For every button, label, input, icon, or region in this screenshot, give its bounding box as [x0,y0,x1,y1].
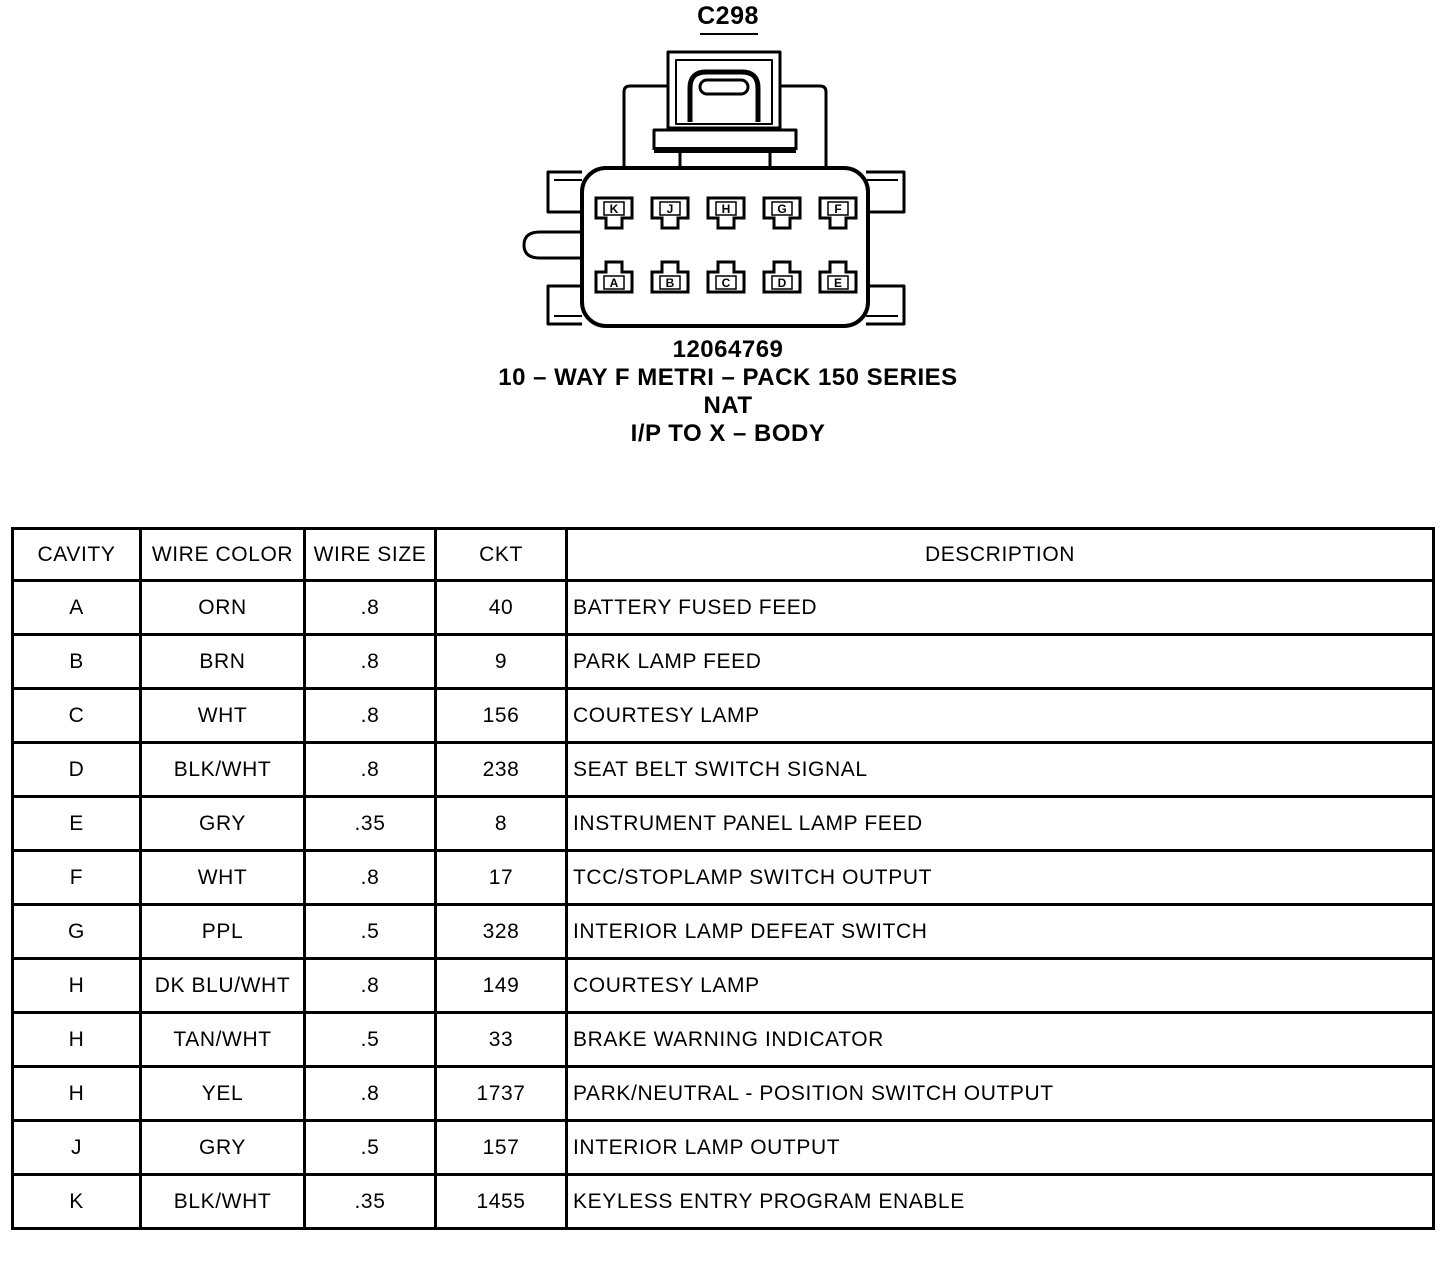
cell-ckt: 156 [436,689,567,743]
header-wire-size: WIRE SIZE [305,529,436,581]
cell-wire-size: .8 [305,1067,436,1121]
cell-cavity: A [13,581,141,635]
connector-body [524,52,904,326]
cell-wire-size: .8 [305,851,436,905]
pinout-table [11,527,1435,1230]
cell-ckt: 17 [436,851,567,905]
cavity-pin [820,262,856,292]
cell-wire-color: DK BLU/WHT [141,959,305,1013]
cell-wire-size: .5 [305,905,436,959]
key-nub [524,232,582,258]
right-rail [866,172,904,324]
cell-cavity: H [13,959,141,1013]
cell-ckt: 238 [436,743,567,797]
cell-ckt: 9 [436,635,567,689]
housing [582,168,868,326]
cell-description: COURTESY LAMP [567,689,1434,743]
cell-wire-size: .8 [305,581,436,635]
cavity-pin [764,198,800,228]
cell-description: INTERIOR LAMP OUTPUT [567,1121,1434,1175]
cavity-label: D [777,276,787,290]
table-row [13,905,1434,959]
cavity-label: A [609,276,619,290]
cavity-label: E [833,276,843,290]
latch-outline [668,52,780,128]
cavity-pin [820,198,856,228]
cell-wire-color: TAN/WHT [141,1013,305,1067]
cell-wire-color: GRY [141,1121,305,1175]
cell-description: PARK/NEUTRAL - POSITION SWITCH OUTPUT [567,1067,1434,1121]
cell-cavity: J [13,1121,141,1175]
cell-wire-size: .5 [305,1013,436,1067]
table-row [13,959,1434,1013]
cell-description: SEAT BELT SWITCH SIGNAL [567,743,1434,797]
cell-ckt: 8 [436,797,567,851]
cell-wire-size: .5 [305,1121,436,1175]
table-row [13,797,1434,851]
header-wire-color: WIRE COLOR [141,529,305,581]
header-cavity: CAVITY [13,529,141,581]
cell-ckt: 1737 [436,1067,567,1121]
cell-description: BATTERY FUSED FEED [567,581,1434,635]
cavity-label: K [609,202,619,216]
cavity-label: C [721,276,731,290]
cell-wire-color: WHT [141,851,305,905]
cell-ckt: 40 [436,581,567,635]
cell-ckt: 33 [436,1013,567,1067]
cell-description: BRAKE WARNING INDICATOR [567,1013,1434,1067]
cavity-label: G [777,202,787,216]
cell-wire-color: ORN [141,581,305,635]
cell-cavity: D [13,743,141,797]
table-row [13,581,1434,635]
cell-cavity: E [13,797,141,851]
cell-cavity: B [13,635,141,689]
connector-type: 10 – WAY F METRI – PACK 150 SERIES [498,364,958,391]
cavity-label: B [665,276,675,290]
cavity-pin [764,262,800,292]
connector-color: NAT [703,392,753,419]
cell-cavity: C [13,689,141,743]
cavity-pin [596,198,632,228]
cell-wire-size: .35 [305,797,436,851]
cavity-label: J [666,202,674,216]
cell-ckt: 1455 [436,1175,567,1229]
header-ckt: CKT [436,529,567,581]
table-row [13,743,1434,797]
connector-drawing [0,0,1456,330]
shroud [624,86,826,166]
table-row [13,1013,1434,1067]
cell-description: TCC/STOPLAMP SWITCH OUTPUT [567,851,1434,905]
cell-ckt: 157 [436,1121,567,1175]
cavity-pin [652,198,688,228]
cavity-pin [708,198,744,228]
cavity-pin [596,262,632,292]
cell-description: COURTESY LAMP [567,959,1434,1013]
cell-wire-color: BLK/WHT [141,1175,305,1229]
cavity-pin [652,262,688,292]
cell-cavity: K [13,1175,141,1229]
cavity-pin [708,262,744,292]
cell-ckt: 328 [436,905,567,959]
cell-description: PARK LAMP FEED [567,635,1434,689]
cell-cavity: G [13,905,141,959]
top-pin-row [596,198,856,228]
cavity-label: F [834,202,842,216]
cell-wire-color: PPL [141,905,305,959]
cell-wire-color: WHT [141,689,305,743]
table-row [13,1067,1434,1121]
part-number: 12064769 [672,336,784,363]
cell-wire-size: .8 [305,743,436,797]
header-description: DESCRIPTION [567,529,1434,581]
table-row [13,635,1434,689]
cell-wire-size: .8 [305,689,436,743]
connector-id: C298 [697,2,759,30]
table-row [13,1175,1434,1229]
connector-location: I/P TO X – BODY [630,420,826,447]
cell-cavity: H [13,1013,141,1067]
cavity-label: H [721,202,731,216]
cell-ckt: 149 [436,959,567,1013]
cell-wire-color: YEL [141,1067,305,1121]
cell-wire-size: .35 [305,1175,436,1229]
cell-description: INSTRUMENT PANEL LAMP FEED [567,797,1434,851]
cell-wire-size: .8 [305,635,436,689]
bottom-pin-row [596,262,856,292]
table-header-row [13,529,1434,581]
table-row [13,689,1434,743]
left-rail [548,172,582,324]
cell-cavity: F [13,851,141,905]
cell-wire-color: BRN [141,635,305,689]
cell-cavity: H [13,1067,141,1121]
table-row [13,1121,1434,1175]
cell-description: INTERIOR LAMP DEFEAT SWITCH [567,905,1434,959]
table-row [13,851,1434,905]
cell-description: KEYLESS ENTRY PROGRAM ENABLE [567,1175,1434,1229]
latch-slot [700,80,748,94]
cell-wire-color: GRY [141,797,305,851]
cell-wire-size: .8 [305,959,436,1013]
cell-wire-color: BLK/WHT [141,743,305,797]
